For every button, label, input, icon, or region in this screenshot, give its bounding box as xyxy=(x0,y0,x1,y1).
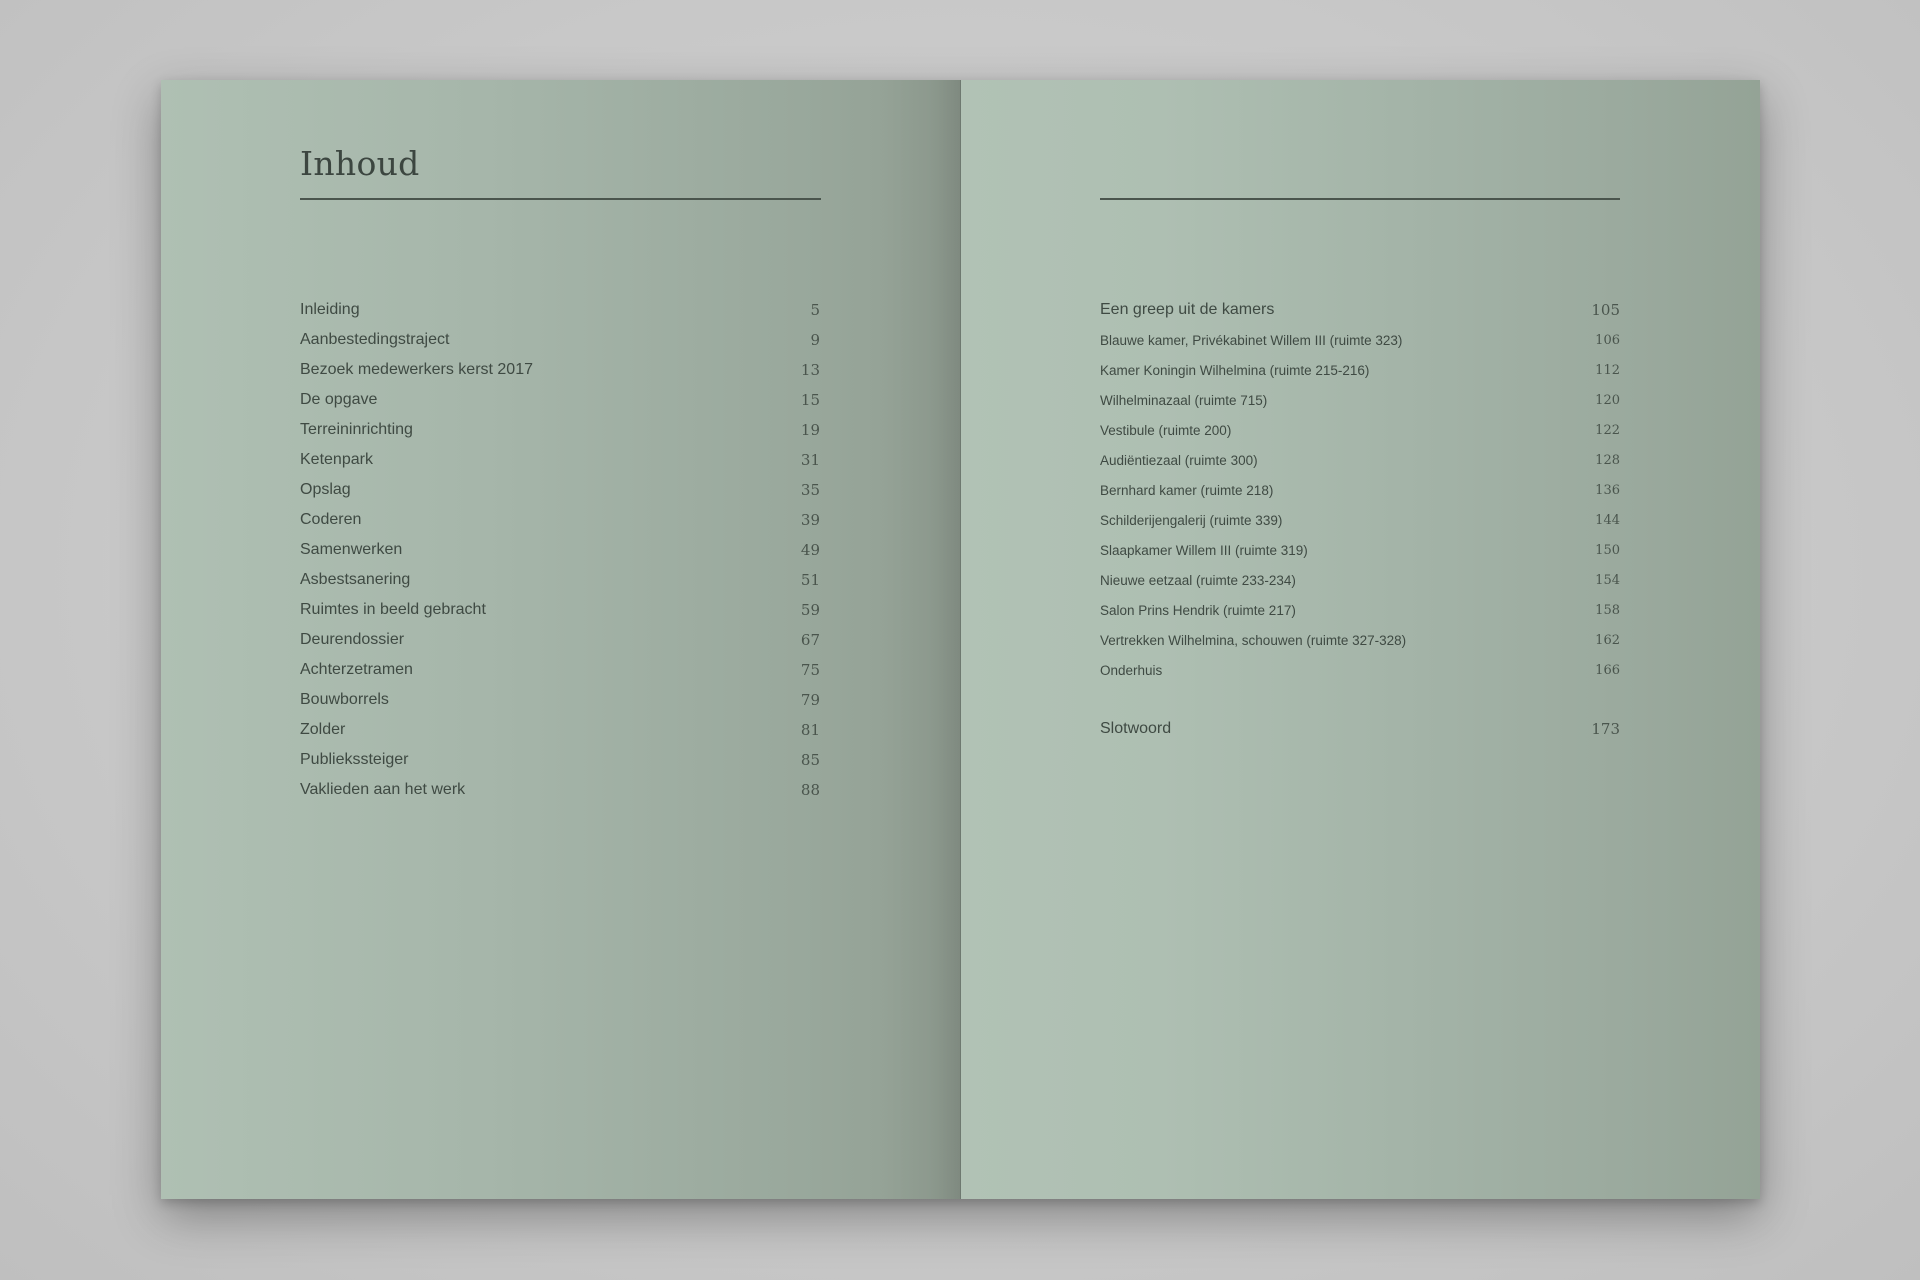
toc-entry xyxy=(300,293,820,319)
toc-entry-page: 79 xyxy=(800,691,820,709)
toc-room-title: Slaapkamer Willem III (ruimte 319) xyxy=(1100,543,1308,558)
toc-entry xyxy=(300,593,820,619)
toc-room-entry xyxy=(1100,562,1620,588)
toc-room-page: 136 xyxy=(1595,483,1620,498)
toc-room-entry xyxy=(1100,472,1620,498)
toc-entry xyxy=(300,713,820,739)
toc-room-title: Nieuwe eetzaal (ruimte 233-234) xyxy=(1100,573,1296,588)
toc-entry xyxy=(300,563,820,589)
toc-room-page: 122 xyxy=(1595,423,1620,438)
toc-entry-page: 49 xyxy=(800,541,820,559)
toc-entry-page: 85 xyxy=(800,751,820,769)
toc-entry-page: 67 xyxy=(800,631,820,649)
toc-entry xyxy=(300,533,820,559)
heading-rule-right xyxy=(1100,198,1620,200)
toc-section-page: 105 xyxy=(1591,301,1620,319)
toc-room-page: 166 xyxy=(1595,663,1620,678)
toc-entry-title: Ruimtes in beeld gebracht xyxy=(300,601,486,618)
toc-entry-page: 81 xyxy=(800,721,820,739)
toc-room-title: Blauwe kamer, Privékabinet Willem III (ruimte 323) xyxy=(1100,333,1403,348)
toc-room-page: 144 xyxy=(1595,513,1620,528)
toc-entry-page: 5 xyxy=(810,301,820,319)
toc-room-title: Bernhard kamer (ruimte 218) xyxy=(1100,483,1274,498)
toc-entry xyxy=(300,773,820,799)
toc-room-entry xyxy=(1100,412,1620,438)
toc-room-entry xyxy=(1100,622,1620,648)
toc-entry-page: 9 xyxy=(810,331,820,349)
toc-room-entry xyxy=(1100,382,1620,408)
toc-entry xyxy=(300,443,820,469)
toc-entry-page: 51 xyxy=(800,571,820,589)
toc-room-page: 154 xyxy=(1595,573,1620,588)
book-spread xyxy=(161,80,1760,1199)
toc-entry-title: Publiekssteiger xyxy=(300,751,409,768)
toc-room-title: Wilhelminazaal (ruimte 715) xyxy=(1100,393,1268,408)
toc-room-title: Audiëntiezaal (ruimte 300) xyxy=(1100,453,1258,468)
right-page xyxy=(961,80,1760,1199)
toc-closing-entry xyxy=(1100,712,1620,738)
toc-room-page: 128 xyxy=(1595,453,1620,468)
toc-entry-page: 75 xyxy=(800,661,820,679)
toc-entry-title: Achterzetramen xyxy=(300,661,413,678)
toc-entry-title: Coderen xyxy=(300,511,362,528)
toc-entry xyxy=(300,473,820,499)
toc-closing-title: Slotwoord xyxy=(1100,720,1172,737)
toc-room-title: Salon Prins Hendrik (ruimte 217) xyxy=(1100,603,1296,618)
toc-entry-title: Zolder xyxy=(300,721,346,738)
toc-entry xyxy=(300,323,820,349)
toc-entry-page: 31 xyxy=(800,451,820,469)
toc-entry-title: Vaklieden aan het werk xyxy=(300,781,466,798)
toc-entry-title: De opgave xyxy=(300,391,378,408)
toc-entry-title: Inleiding xyxy=(300,301,360,318)
toc-entry-title: Terreininrichting xyxy=(300,421,413,438)
toc-entry xyxy=(300,353,820,379)
gutter-shadow xyxy=(881,80,961,1199)
toc-entry xyxy=(300,383,820,409)
toc-entry-title: Asbestsanering xyxy=(300,571,411,588)
toc-entry xyxy=(300,743,820,769)
toc-room-page: 112 xyxy=(1595,363,1620,378)
toc-entry-page: 35 xyxy=(800,481,820,499)
toc-entry-page: 19 xyxy=(800,421,820,439)
toc-room-title: Onderhuis xyxy=(1100,663,1163,678)
toc-room-title: Kamer Koningin Wilhelmina (ruimte 215-216) xyxy=(1100,363,1370,378)
toc-section-entry xyxy=(1100,293,1620,319)
toc-entry-title: Aanbestedingstraject xyxy=(300,331,450,348)
toc-entry-page: 39 xyxy=(800,511,820,529)
toc-entry xyxy=(300,683,820,709)
toc-entry-page: 13 xyxy=(800,361,820,379)
toc-entry xyxy=(300,623,820,649)
toc-heading: Inhoud xyxy=(300,144,420,183)
toc-room-entry xyxy=(1100,592,1620,618)
toc-room-page: 158 xyxy=(1595,603,1620,618)
toc-room-page: 120 xyxy=(1595,393,1620,408)
toc-room-title: Schilderijengalerij (ruimte 339) xyxy=(1100,513,1283,528)
toc-room-entry xyxy=(1100,532,1620,558)
toc-entry-title: Deurendossier xyxy=(300,631,405,648)
toc-room-page: 106 xyxy=(1595,333,1620,348)
toc-room-title: Vertrekken Wilhelmina, schouwen (ruimte 327-328) xyxy=(1100,633,1407,648)
toc-entry-page: 15 xyxy=(800,391,820,409)
left-page xyxy=(161,80,961,1199)
toc-entry xyxy=(300,413,820,439)
toc-entry-title: Bezoek medewerkers kerst 2017 xyxy=(300,361,533,378)
toc-entry-title: Opslag xyxy=(300,481,351,498)
toc-room-entry xyxy=(1100,442,1620,468)
toc-entry xyxy=(300,503,820,529)
toc-room-entry xyxy=(1100,652,1620,678)
toc-closing-page: 173 xyxy=(1591,720,1620,738)
toc-entry xyxy=(300,653,820,679)
toc-entry-title: Ketenpark xyxy=(300,451,373,468)
heading-rule-left xyxy=(300,198,821,200)
toc-entry-page: 88 xyxy=(800,781,820,799)
toc-entry-page: 59 xyxy=(800,601,820,619)
toc-room-page: 150 xyxy=(1595,543,1620,558)
toc-room-entry xyxy=(1100,502,1620,528)
toc-room-entry xyxy=(1100,352,1620,378)
toc-room-title: Vestibule (ruimte 200) xyxy=(1100,423,1232,438)
toc-section-title: Een greep uit de kamers xyxy=(1100,301,1275,318)
toc-room-page: 162 xyxy=(1595,633,1620,648)
toc-room-entry xyxy=(1100,322,1620,348)
toc-entry-title: Samenwerken xyxy=(300,541,403,558)
toc-entry-title: Bouwborrels xyxy=(300,691,389,708)
